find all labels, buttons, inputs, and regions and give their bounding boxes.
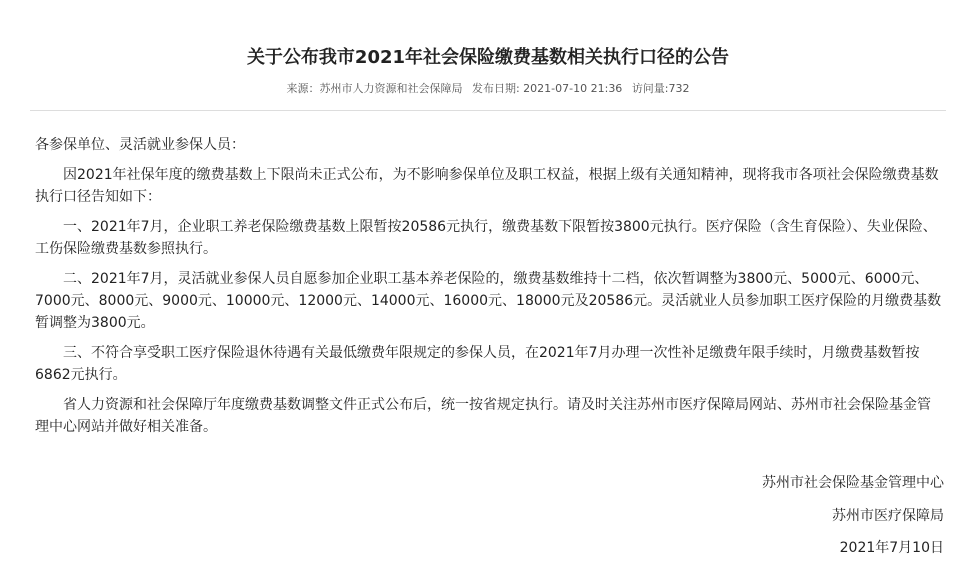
page-title: 关于公布我市2021年社会保险缴费基数相关执行口径的公告	[246, 47, 730, 69]
signature-date: 2021年7月10日	[839, 540, 944, 556]
intro-paragraph: 因2021年社保年度的缴费基数上下限尚未正式公布，为不影响参保单位及职工权益，根据上级有关通知精神，现将我市各项社会保险缴费基数执行口径告知如下：	[35, 167, 939, 205]
signature-issuer-insurance-center: 苏州市社会保险基金管理中心	[762, 475, 944, 491]
article-body	[35, 134, 943, 446]
source-label: 来源：苏州市人力资源和社会保障局	[286, 82, 463, 95]
salutation: 各参保单位、灵活就业参保人员：	[35, 137, 245, 153]
item-one-paragraph: 一、2021年7月，企业职工养老保险缴费基数上限暂按20586元执行，缴费基数下限暂按3800元执行。医疗保险（含生育保险）、失业保险、工伤保险缴费基数参照执行。	[35, 219, 937, 257]
signature-issuer-medical-bureau: 苏州市医疗保障局	[832, 508, 944, 524]
view-count: 访问量:732	[631, 82, 690, 95]
publish-date: 发布日期: 2021-07-10 21:36	[471, 82, 623, 95]
closing-paragraph: 省人力资源和社会保障厅年度缴费基数调整文件正式公布后，统一按省规定执行。请及时关注苏州市医疗保障局网站、苏州市社会保险基金管理中心网站并做好相关准备。	[35, 397, 931, 435]
item-two-paragraph: 二、2021年7月，灵活就业参保人员自愿参加企业职工基本养老保险的，缴费基数维持十二档，依次暂调整为3800元、5000元、6000元、7000元、8000元、9000元、10000元、12000元、14000元、16000元、18000元及20586元。灵活就业人员参加职工医疗保险的月缴费基数暂调整为3800元。	[35, 271, 942, 331]
article-meta	[0, 80, 976, 98]
title-divider	[30, 110, 946, 111]
item-three-paragraph: 三、不符合享受职工医疗保险退休待遇有关最低缴费年限规定的参保人员，在2021年7月办理一次性补足缴费年限手续时，月缴费基数暂按6862元执行。	[35, 345, 920, 383]
